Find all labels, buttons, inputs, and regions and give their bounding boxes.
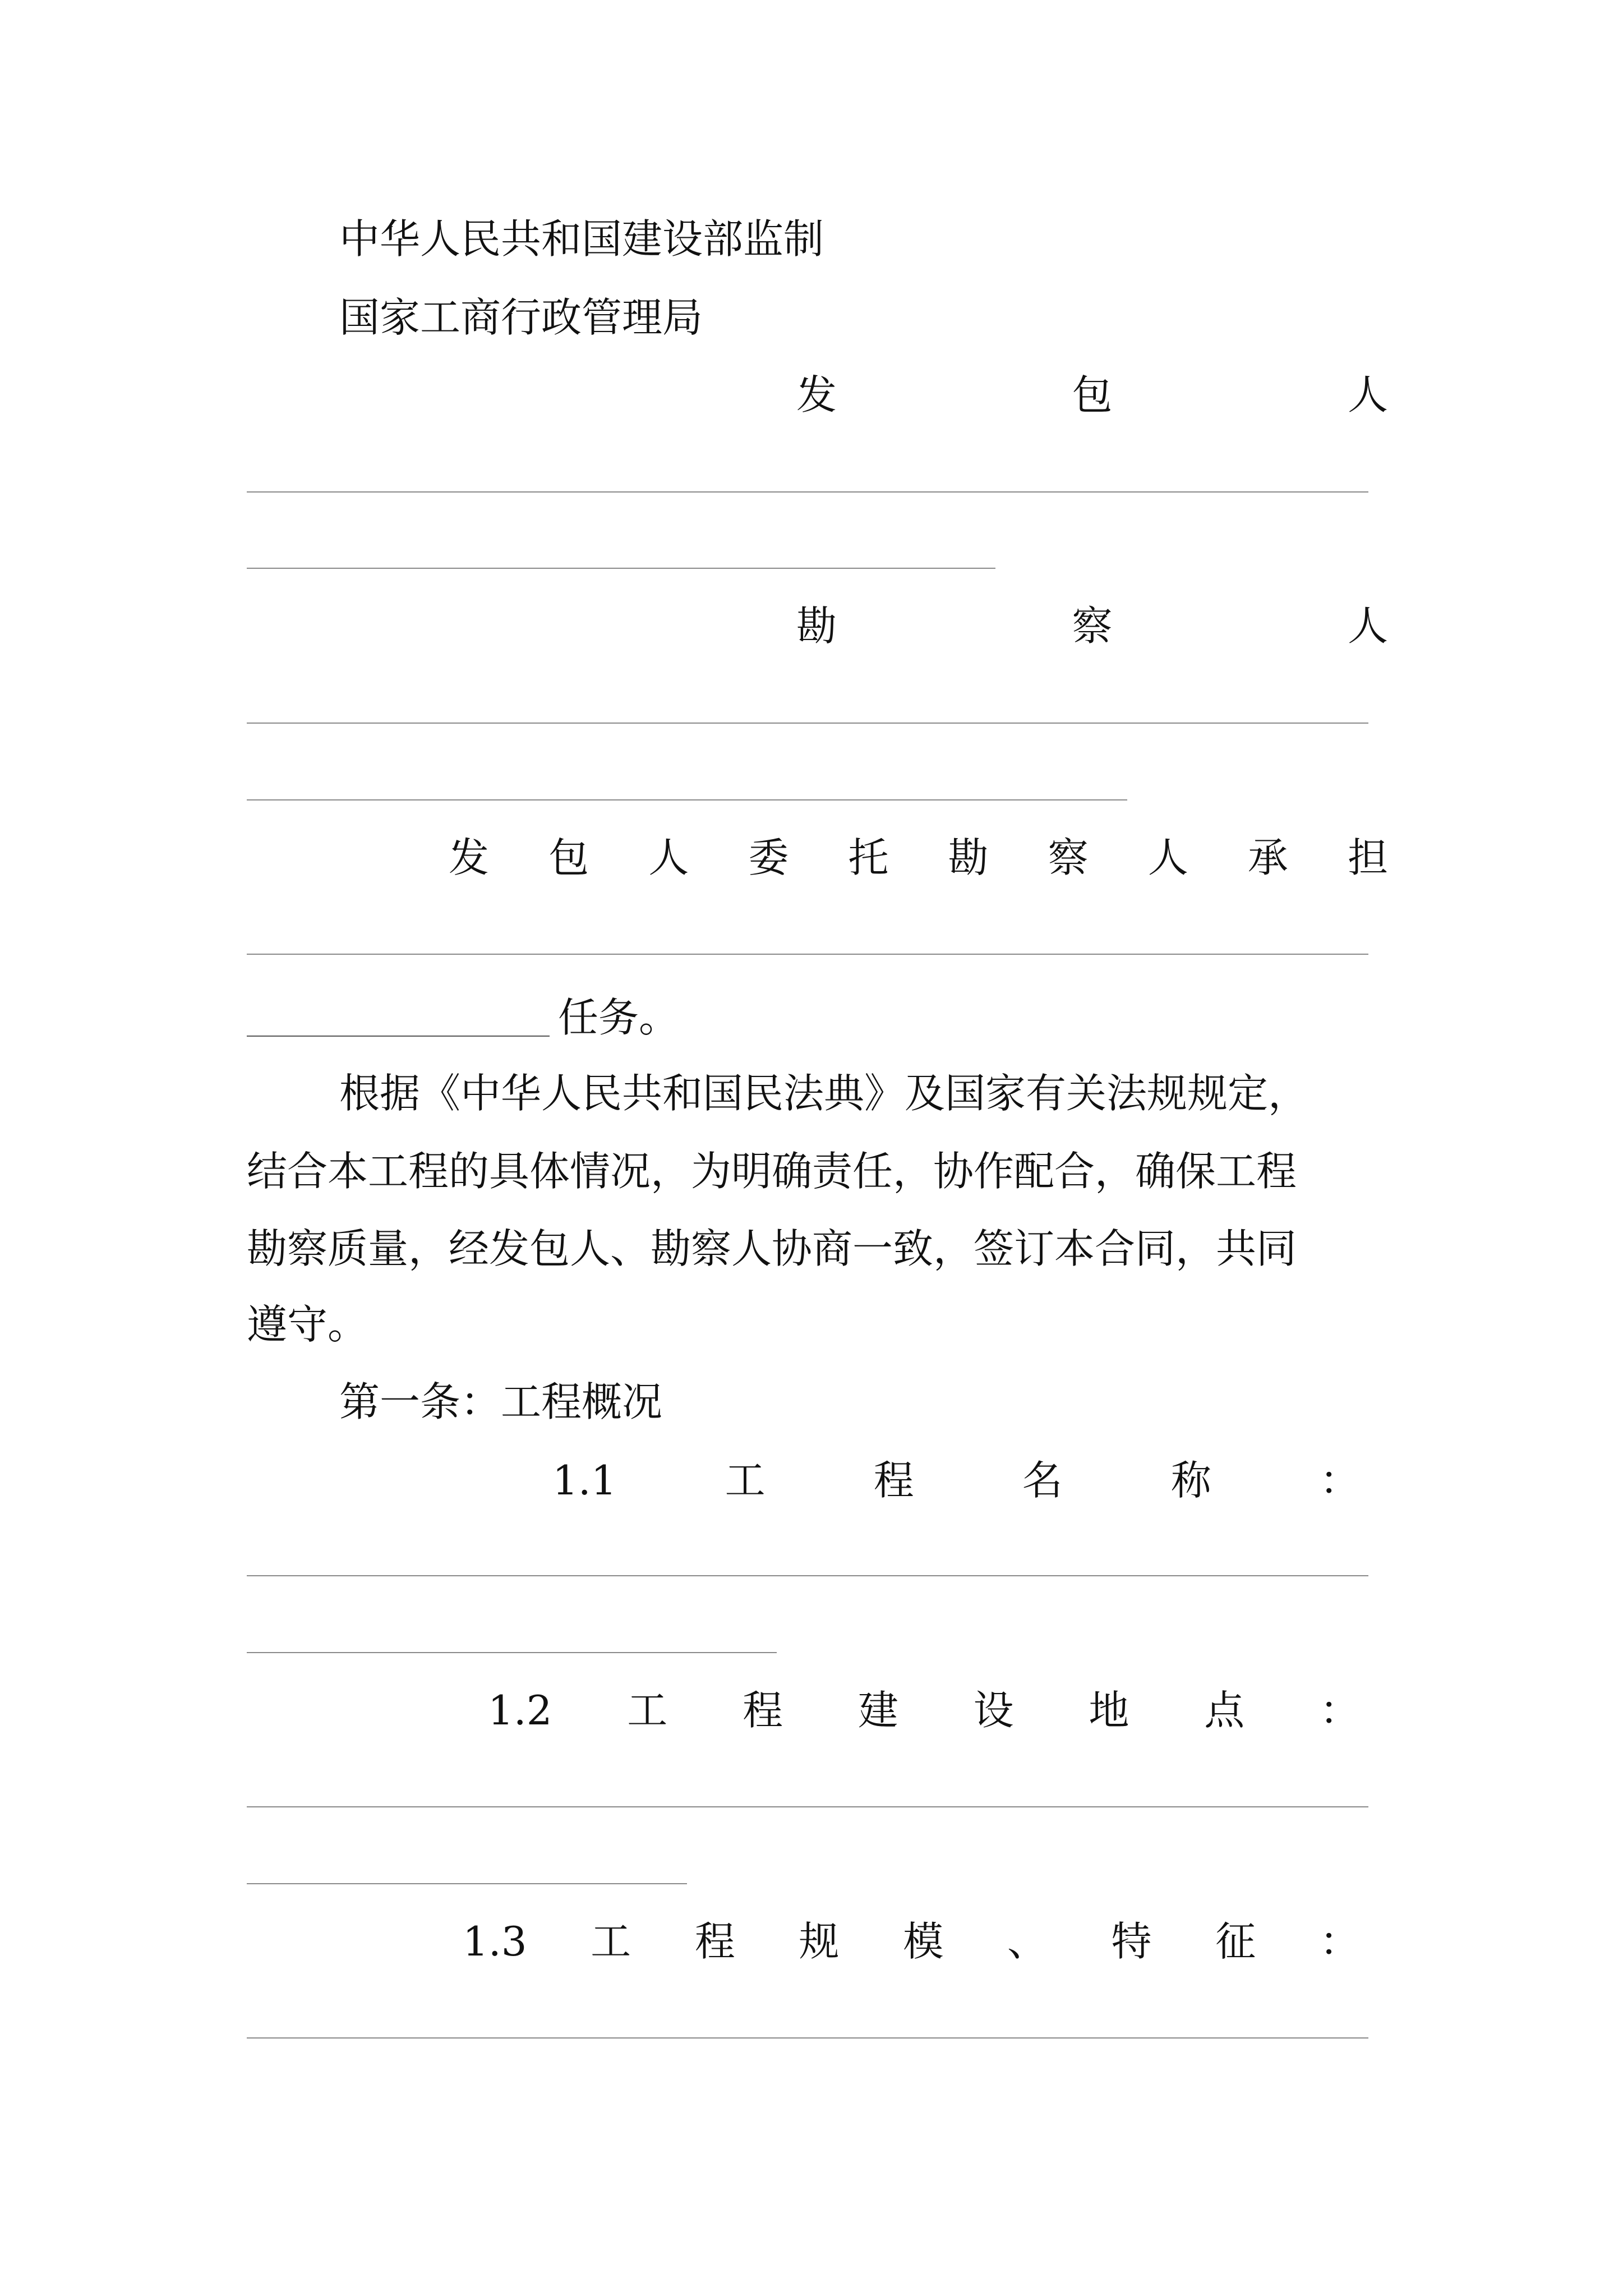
entrust-char: 察	[1048, 834, 1089, 881]
item-char: 称	[1170, 1457, 1211, 1504]
item-char: 程	[873, 1457, 914, 1504]
entrust-blank-line	[247, 954, 1368, 955]
task-suffix: 任务。	[558, 994, 680, 1041]
item-char: 设	[973, 1687, 1014, 1734]
entrust-char: 委	[748, 834, 789, 881]
surveyor-char: 人	[1347, 602, 1388, 650]
item-char: 模	[903, 1918, 944, 1965]
item-char: 程	[743, 1687, 783, 1734]
employer-blank-line-2	[247, 568, 995, 569]
preamble-line-1: 根据《中华人民共和国民法典》及国家有关法规规定，	[339, 1070, 1309, 1117]
item-1-1-label	[552, 1457, 1360, 1504]
employer-char: 发	[796, 371, 837, 418]
item-1-3-label	[463, 1918, 1360, 1965]
entrust-char: 人	[648, 834, 689, 881]
surveyor-char: 勘	[796, 602, 837, 650]
item-char: 工	[627, 1687, 668, 1734]
preamble-line-2: 结合本工程的具体情况，为明确责任，协作配合，确保工程	[247, 1148, 1297, 1195]
surveyor-label	[796, 602, 1388, 650]
item-1-2-blank-line-1	[247, 1806, 1368, 1807]
item-number: 1.3	[463, 1918, 527, 1965]
bureau-line: 国家工商行政管理局	[339, 294, 703, 341]
entrust-char: 包	[548, 834, 589, 881]
surveyor-blank-line-1	[247, 723, 1368, 724]
item-char: 建	[857, 1687, 898, 1734]
item-char: 征	[1215, 1918, 1256, 1965]
item-char: ：	[1319, 1687, 1360, 1734]
article-1-title: 第一条：工程概况	[339, 1378, 663, 1425]
surveyor-blank-line-2	[247, 799, 1127, 800]
item-char: 规	[799, 1918, 840, 1965]
item-1-1-blank-line-1	[247, 1575, 1368, 1576]
surveyor-char: 察	[1072, 602, 1113, 650]
item-char: 点	[1204, 1687, 1245, 1734]
entrust-char: 承	[1247, 834, 1288, 881]
preamble-line-3: 勘察质量，经发包人、勘察人协商一致，签订本合同，共同	[247, 1225, 1297, 1272]
entrust-char: 人	[1147, 834, 1188, 881]
item-char: 名	[1022, 1457, 1063, 1504]
item-char: 特	[1111, 1918, 1152, 1965]
item-char: 程	[694, 1918, 735, 1965]
item-number: 1.2	[488, 1687, 552, 1734]
entrust-char: 发	[449, 834, 490, 881]
item-1-1-blank-line-2	[247, 1652, 777, 1653]
item-char: ：	[1319, 1457, 1360, 1504]
entrust-char: 担	[1347, 834, 1388, 881]
entrust-char: 勘	[948, 834, 989, 881]
item-char: 工	[725, 1457, 766, 1504]
item-char: 、	[1007, 1918, 1048, 1965]
supervisor-line: 中华人民共和国建设部监制	[339, 215, 824, 263]
preamble-line-4: 遵守。	[247, 1301, 368, 1348]
task-underline	[247, 1036, 550, 1037]
item-number: 1.1	[552, 1457, 617, 1504]
item-char: 工	[591, 1918, 631, 1965]
item-char: ：	[1319, 1918, 1360, 1965]
entrust-char: 托	[848, 834, 889, 881]
item-1-3-blank-line-1	[247, 2037, 1368, 2039]
item-char: 地	[1089, 1687, 1129, 1734]
entrust-line	[449, 834, 1388, 881]
employer-char: 包	[1072, 371, 1113, 418]
item-1-2-label	[488, 1687, 1360, 1734]
employer-label	[796, 371, 1388, 418]
item-1-2-blank-line-2	[247, 1883, 687, 1884]
employer-char: 人	[1347, 371, 1388, 418]
employer-blank-line-1	[247, 491, 1368, 493]
